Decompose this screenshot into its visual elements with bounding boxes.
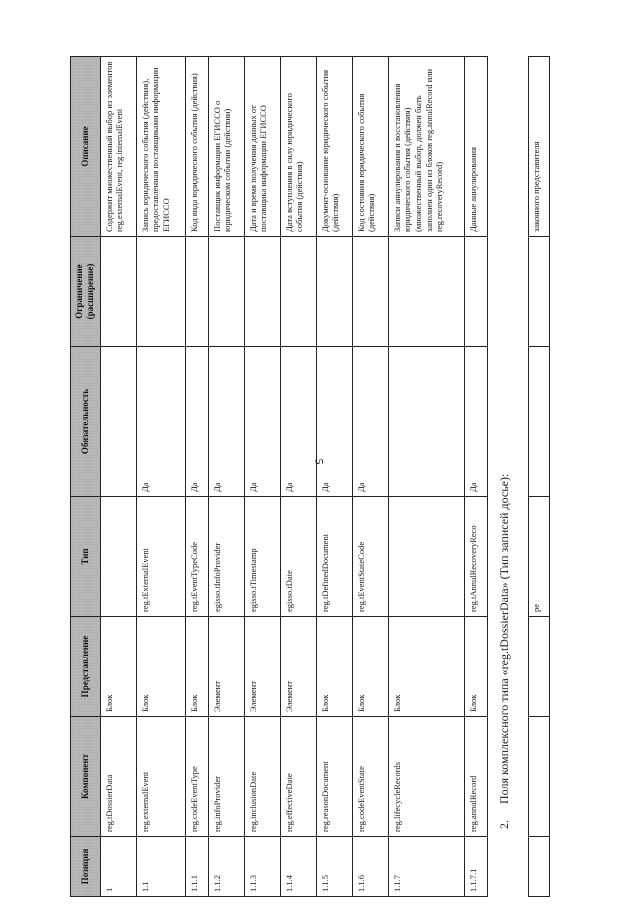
cell-description: Код состояния юридического события (действия) — [352, 57, 388, 237]
header-restriction: Ограничение (расширение) — [71, 237, 101, 347]
cell-description: Записи аннулирования и восстановления юридического события (действия) (множественный выбор, должен быть заполнен один из блоков reg.annulRecord или reg.recoveryRecord) — [388, 57, 465, 237]
cell-type: reg.tExternalEvent — [136, 497, 186, 617]
cell-description: Запись юридического события (действия), предоставленная поставщиками информации ЕГИССО — [136, 57, 186, 237]
cell-position: 1.1.4 — [280, 837, 316, 897]
table-row — [186, 57, 208, 897]
cell-representation: Блок — [316, 617, 352, 717]
table-row — [208, 57, 244, 897]
cell-restriction — [100, 237, 136, 347]
cell-position: 1.1.2 — [208, 837, 244, 897]
cell-position: 1 — [100, 837, 136, 897]
cell-restriction — [186, 237, 208, 347]
cell-description: Документ-основание юридического события (действия) — [316, 57, 352, 237]
prev-type-cell: pe — [529, 497, 550, 617]
cell-component: reg.effectiveDate — [280, 717, 316, 837]
cell-restriction — [136, 237, 186, 347]
cell-required: Да — [244, 347, 280, 497]
cell-type: reg.tEventTypeCode — [186, 497, 208, 617]
cell-type — [388, 497, 465, 617]
cell-description: Дата вступления в силу юридического события (действия) — [280, 57, 316, 237]
cell-position: 1.1.7.1 — [465, 837, 488, 897]
cell-component: reg.codeEventType — [186, 717, 208, 837]
table-row — [136, 57, 186, 897]
table-row — [388, 57, 465, 897]
table-header-row — [71, 57, 101, 897]
cell-description: Дата и время получения данных от поставщика информации ЕГИССО — [244, 57, 280, 237]
header-component: Компонент — [71, 717, 101, 837]
table-row — [352, 57, 388, 897]
cell-representation: Блок — [100, 617, 136, 717]
cell-restriction — [352, 237, 388, 347]
header-representation: Представление — [71, 617, 101, 717]
cell-required — [388, 347, 465, 497]
cell-restriction — [388, 237, 465, 347]
header-required: Обязательность — [71, 347, 101, 497]
cell-required: Да — [316, 347, 352, 497]
cell-component: reg.externalEvent — [136, 717, 186, 837]
cell-representation: Блок — [352, 617, 388, 717]
cell-representation: Блок — [136, 617, 186, 717]
previous-table-row — [529, 57, 550, 897]
cell-position: 1.1.3 — [244, 837, 280, 897]
cell-representation: Элемент — [208, 617, 244, 717]
section-heading — [497, 474, 512, 829]
cell-restriction — [208, 237, 244, 347]
cell-restriction — [244, 237, 280, 347]
previous-table-fragment — [528, 56, 550, 897]
table-row — [244, 57, 280, 897]
cell-component: reg.inclusionDate — [244, 717, 280, 837]
section-title: Поля комплексного типа «reg.tDossierData» (Тип записей досье): — [497, 473, 511, 804]
cell-type: egisso.tTimestamp — [244, 497, 280, 617]
cell-position: 1.1.5 — [316, 837, 352, 897]
cell-description: Содержит множественный выбор из элементов reg.externalEvent, reg.internalEvent — [100, 57, 136, 237]
cell-required: Да — [352, 347, 388, 497]
cell-required: Да — [136, 347, 186, 497]
cell-required: Да — [280, 347, 316, 497]
table-row — [100, 57, 136, 897]
prev-desc-cell: законного представителя — [529, 57, 550, 237]
cell-representation: Элемент — [244, 617, 280, 717]
cell-position: 1.1.7 — [388, 837, 465, 897]
cell-component: reg.lifecycleRecords — [388, 717, 465, 837]
cell-component: reg.tDossierData — [100, 717, 136, 837]
cell-position: 1.1.6 — [352, 837, 388, 897]
cell-component: reg.codeEventState — [352, 717, 388, 837]
cell-type: reg.tAnnulRecoveryReco — [465, 497, 488, 617]
fields-table — [70, 56, 488, 897]
cell-description: Данные аннулирования — [465, 57, 488, 237]
cell-description: Код вида юридического события (действия) — [186, 57, 208, 237]
cell-representation: Блок — [388, 617, 465, 717]
cell-component: reg.annulRecord — [465, 717, 488, 837]
cell-representation: Элемент — [280, 617, 316, 717]
table-row — [280, 57, 316, 897]
cell-required: Да — [465, 347, 488, 497]
table-row — [316, 57, 352, 897]
cell-restriction — [280, 237, 316, 347]
cell-type: reg.tDefinedDocument — [316, 497, 352, 617]
cell-representation: Блок — [186, 617, 208, 717]
cell-required: Да — [186, 347, 208, 497]
cell-component: reg.infoProvider — [208, 717, 244, 837]
header-description: Описание — [71, 57, 101, 237]
cell-representation: Блок — [465, 617, 488, 717]
header-position: Позиция — [71, 837, 101, 897]
table-row — [465, 57, 488, 897]
cell-position: 1.1.1 — [186, 837, 208, 897]
cell-restriction — [465, 237, 488, 347]
cell-type: egisso.tInfoProvider — [208, 497, 244, 617]
cell-type: egisso.tDate — [280, 497, 316, 617]
section-number: 2. — [497, 820, 511, 829]
cell-restriction — [316, 237, 352, 347]
header-type: Тип — [71, 497, 101, 617]
cell-description: Поставщик информации ЕГИССО о юридическом событии (действии) — [208, 57, 244, 237]
cell-position: 1.1 — [136, 837, 186, 897]
cell-required: Да — [208, 347, 244, 497]
cell-required — [100, 347, 136, 497]
cell-component: reg.reasonDocument — [316, 717, 352, 837]
cell-type — [100, 497, 136, 617]
cell-type: reg.tEventStateCode — [352, 497, 388, 617]
page-number: 5 — [312, 458, 327, 465]
